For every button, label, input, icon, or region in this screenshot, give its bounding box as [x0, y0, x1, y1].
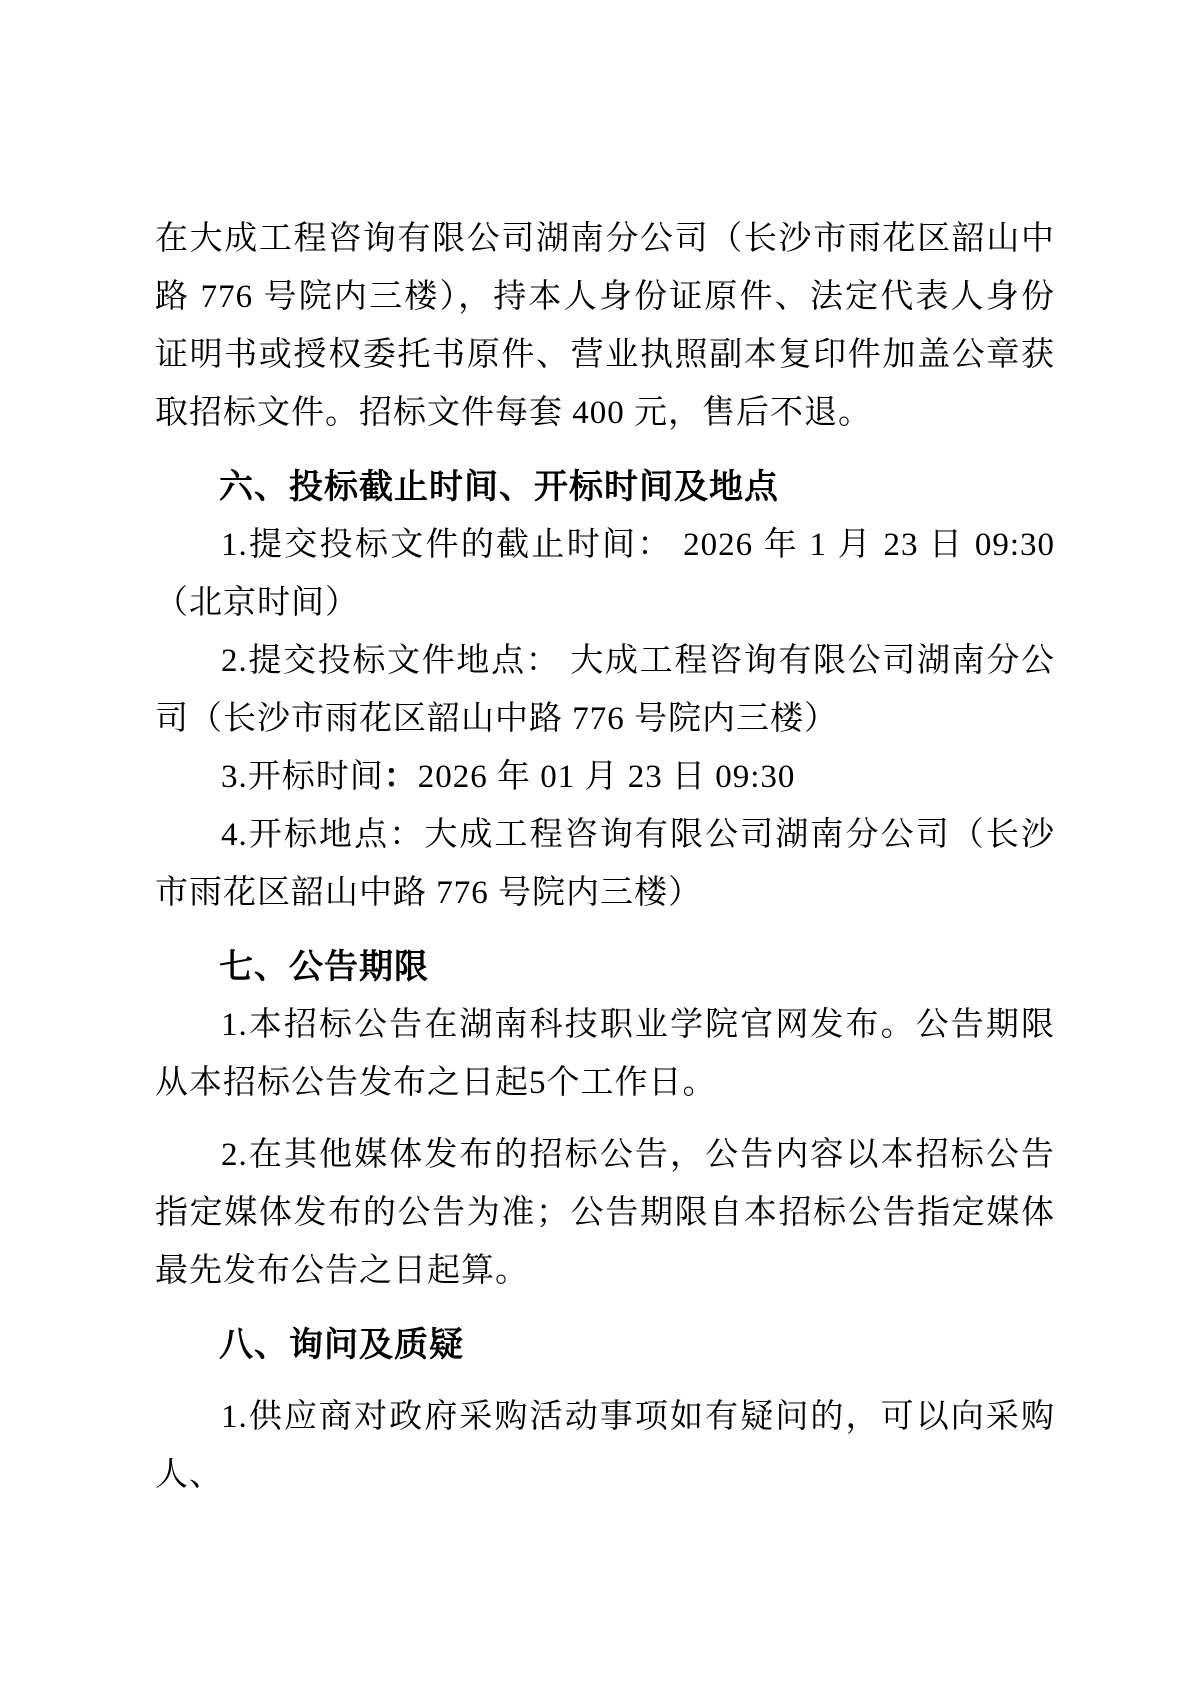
para-bid-opening-place: [155, 806, 1055, 922]
text-run: 1.提交投标文件的截止时间： 2026 年 1 月 23 日 09:30（北京时间）: [155, 527, 1055, 621]
text-run: 2026 年 01 月 23 日 09:30: [417, 759, 796, 795]
text-run: 3.开标时间: [221, 759, 384, 795]
text-run: 4.开标地点：大成工程咨询有限公司湖南分公司（长沙市雨花区韶山中路 776 号院内三楼）: [155, 817, 1055, 911]
para-bid-opening-time: [155, 748, 1055, 806]
para-announcement-period-2: [155, 1126, 1055, 1300]
para-obtain-bid-documents: [155, 210, 1055, 442]
para-supplier-inquiry: [155, 1388, 1055, 1504]
para-bid-submission-place: [155, 632, 1055, 748]
text-run: 1.供应商对政府采购活动事项如有疑问的，可以向采购人、: [155, 1399, 1055, 1493]
text-run: 1.本招标公告在湖南科技职业学院官网发布。公告期限从本招标公告发布之日起5个工作日。: [155, 1007, 1055, 1101]
text-run: 在大成工程咨询有限公司湖南分公司（长沙市雨花区韶山中路 776 号院内三楼），持本人身份证原件、法定代表人身份证明书或授权委托书原件、营业执照副本复印件加盖公章获取招标文件。招标文件每套 400 元，售后不退。: [155, 221, 1055, 431]
heading-text: 八、询问及质疑: [219, 1326, 464, 1364]
para-bid-submission-deadline: [155, 516, 1055, 632]
text-run: ：: [383, 759, 418, 795]
para-announcement-period-1: [155, 996, 1055, 1112]
section-heading-seven: [155, 938, 1055, 996]
section-heading-eight: [155, 1316, 1055, 1374]
text-run: 2.提交投标文件地点： 大成工程咨询有限公司湖南分公司（长沙市雨花区韶山中路 776 号院内三楼）: [155, 643, 1055, 737]
heading-text: 七、公告期限: [219, 948, 429, 986]
section-heading-six: [155, 458, 1055, 516]
text-run: 2.在其他媒体发布的招标公告，公告内容以本招标公告指定媒体发布的公告为准；公告期限自本招标公告指定媒体最先发布公告之日起算。: [155, 1137, 1055, 1289]
heading-text: 六、投标截止时间、开标时间及地点: [219, 468, 779, 506]
